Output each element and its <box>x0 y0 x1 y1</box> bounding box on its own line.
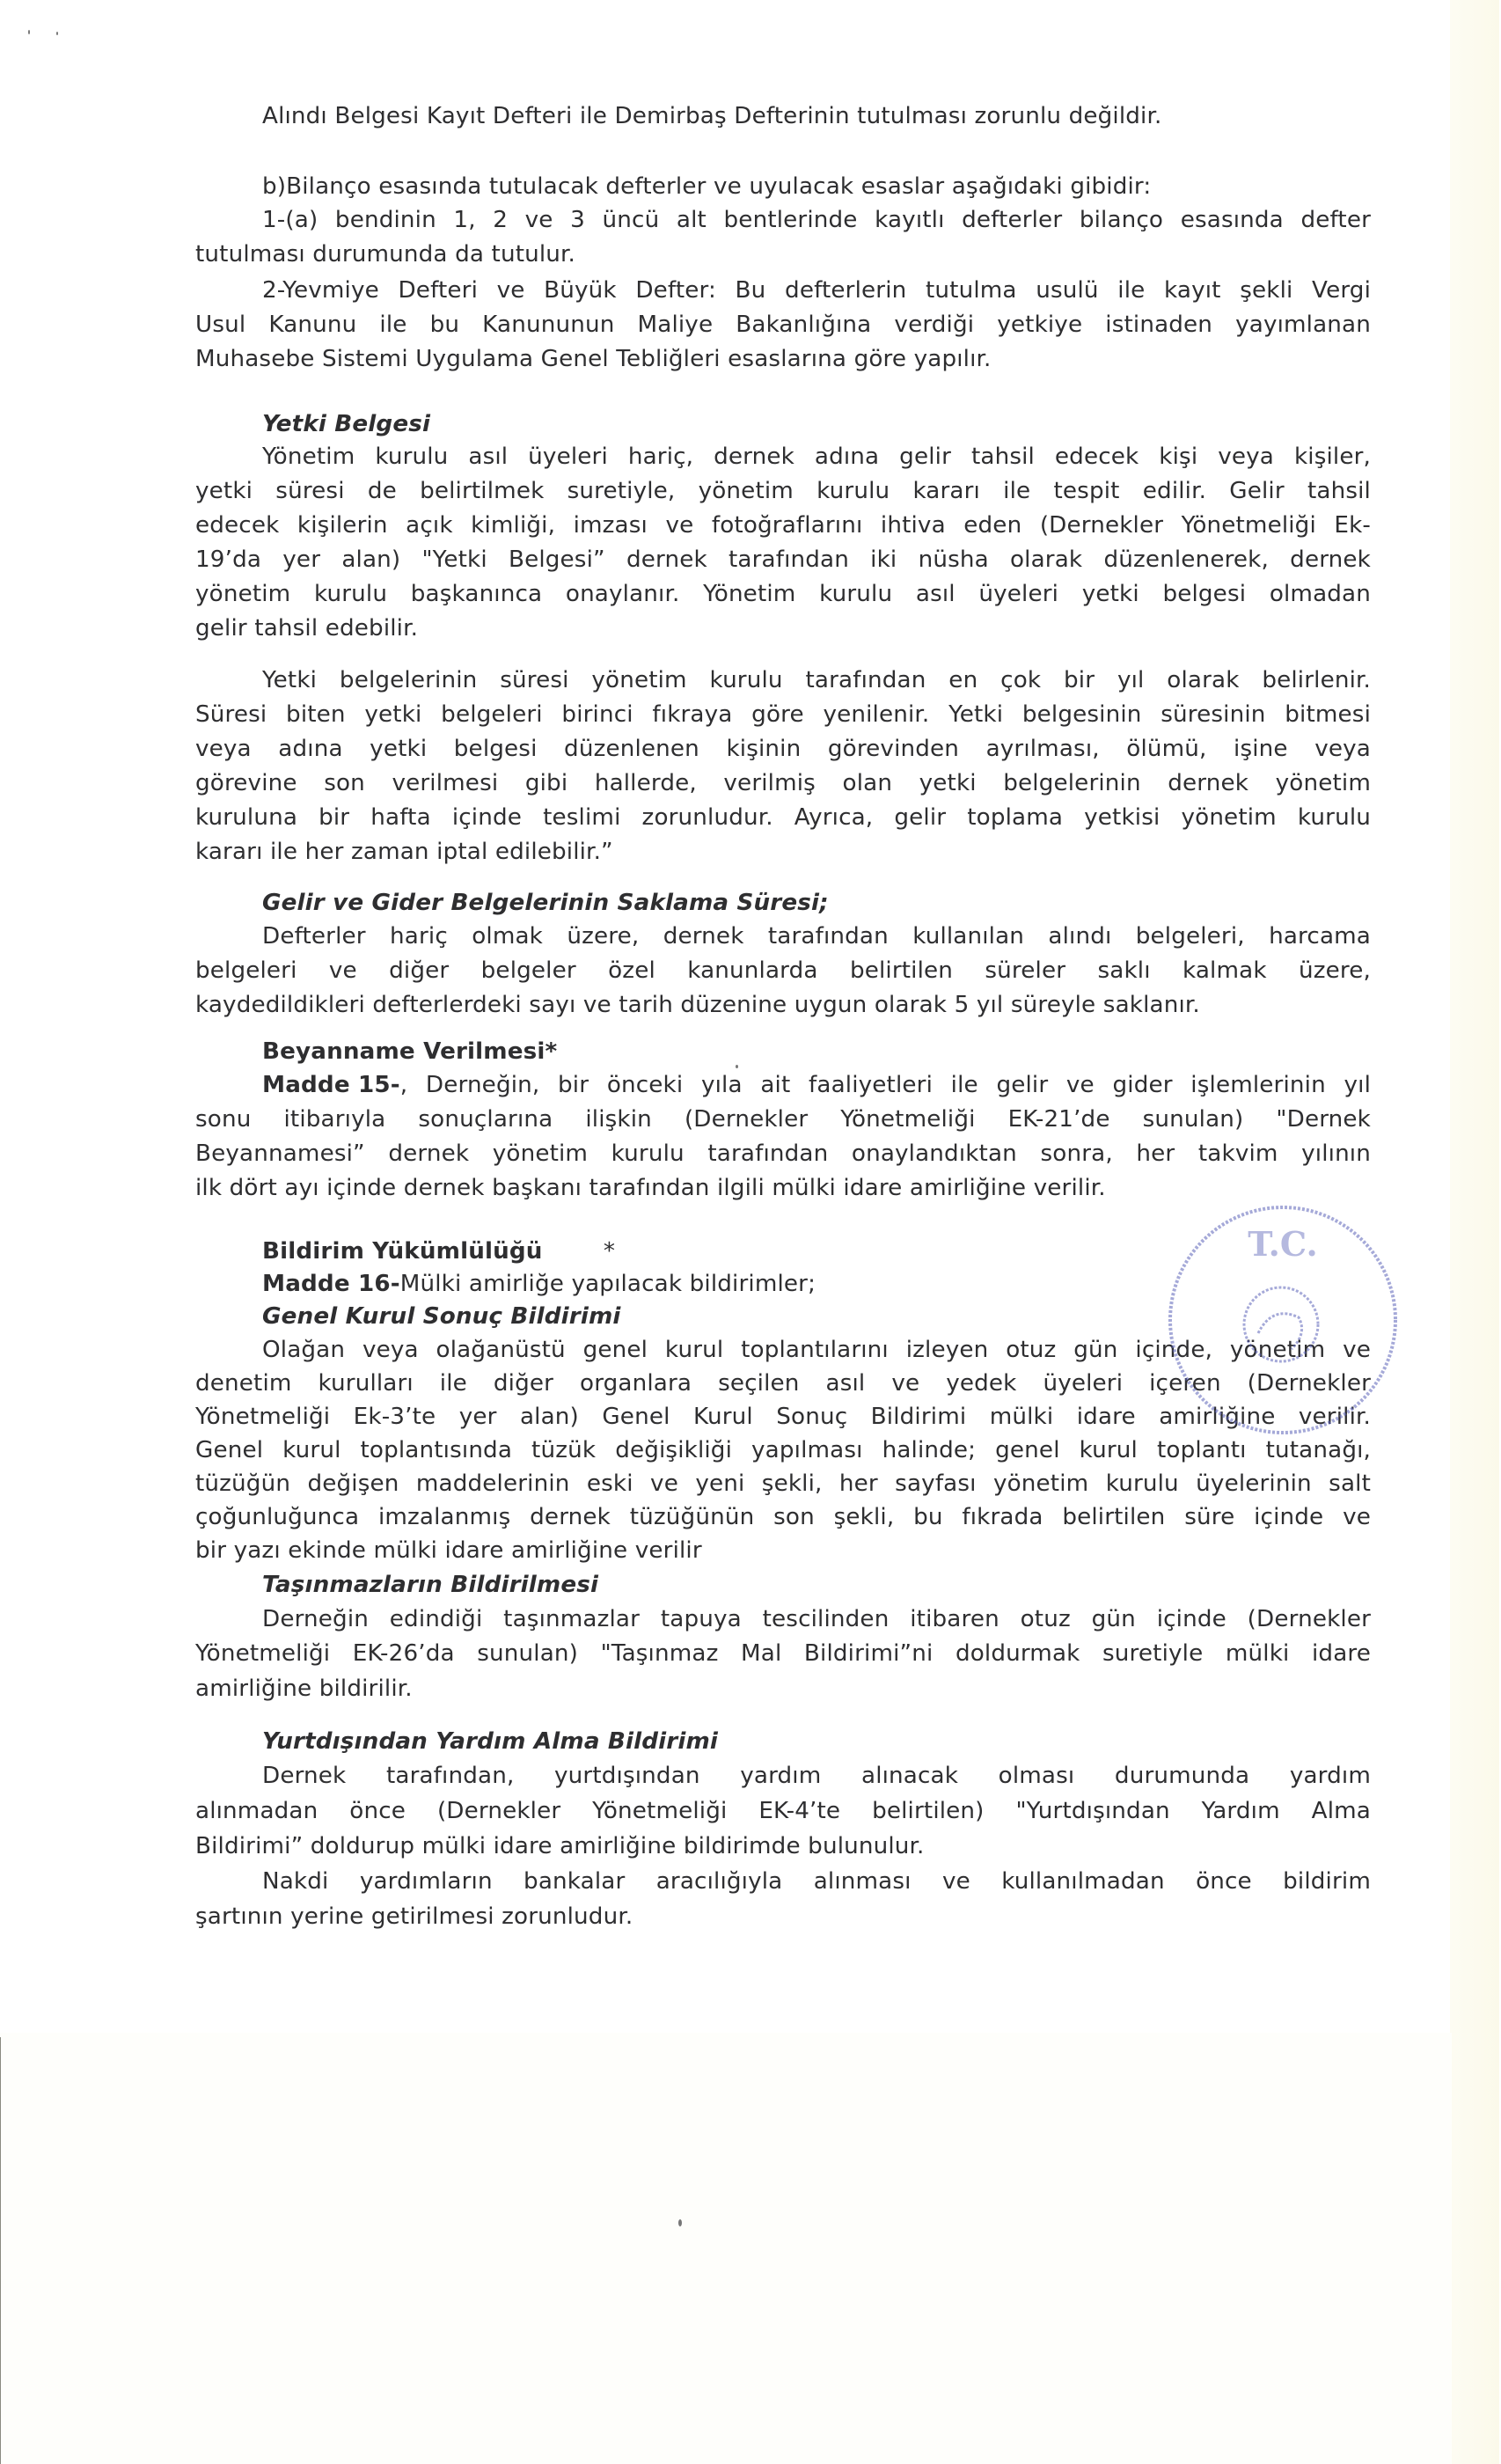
section-heading-beyanname: Beyanname Verilmesi* <box>262 1038 558 1065</box>
text-line: Dernek tarafından, yurtdışından yardım alınacak olması durumunda yardım <box>262 1763 1371 1789</box>
text-line: yönetim kurulu başkanınca onaylanır. Yönetim kurulu asıl üyeleri yetki belgesi olmadan <box>195 581 1371 607</box>
scan-speck <box>28 30 30 34</box>
scan-edge-strip <box>1450 0 1499 2464</box>
text-line: Yönetmeliği Ek-3’te yer alan) Genel Kurul Sonuç Bildirimi mülki idare amirliğine verilir. <box>195 1404 1371 1430</box>
text-line: Süresi biten yetki belgeleri birinci fıkraya göre yenilenir. Yetki belgesinin süresinin bitmesi <box>195 701 1371 728</box>
text-line: alınmadan önce (Dernekler Yönetmeliği EK-4’te belirtilen) "Yurtdışından Yardım Alma <box>195 1798 1371 1824</box>
section-heading-saklama-suresi: Gelir ve Gider Belgelerinin Saklama Süresi; <box>262 890 829 916</box>
article-16-line <box>262 1267 1371 1301</box>
text-line: Derneğin edindiği taşınmazlar tapuya tescilinden itibaren otuz gün içinde (Dernekler <box>262 1606 1371 1632</box>
text-line: Muhasebe Sistemi Uygulama Genel Tebliğleri esaslarına göre yapılır. <box>195 346 992 372</box>
scan-edge-line <box>0 2037 1 2464</box>
text-line: şartının yerine getirilmesi zorunludur. <box>195 1903 633 1930</box>
text-line: bir yazı ekinde mülki idare amirliğine verilir <box>195 1537 702 1564</box>
text-line: 2-Yevmiye Defteri ve Büyük Defter: Bu defterlerin tutulma usulü ile kayıt şekli Vergi <box>262 277 1371 304</box>
text-line: gelir tahsil edebilir. <box>195 615 419 642</box>
article-15-line <box>262 1068 1371 1102</box>
text-line: amirliğine bildirilir. <box>195 1676 413 1702</box>
scan-speck <box>56 32 58 35</box>
text-line: çoğunluğunca imzalanmış dernek tüzüğünün son şekli, bu fıkrada belirtilen süre içinde ve <box>195 1504 1371 1530</box>
text-line: tüzüğün değişen maddelerinin eski ve yeni şekli, her sayfası yönetim kurulu üyelerinin salt <box>195 1470 1371 1497</box>
text-line: tutulması durumunda da tutulur. <box>195 241 576 268</box>
article-label: Madde 16- <box>262 1271 400 1297</box>
text-line: Mülki amirliğe yapılacak bildirimler; <box>399 1271 816 1297</box>
subheading-genel-kurul: Genel Kurul Sonuç Bildirimi <box>262 1303 621 1330</box>
text-line: b)Bilanço esasında tutulacak defterler ve uyulacak esaslar aşağıdaki gibidir: <box>262 173 1152 200</box>
text-line: Usul Kanunu ile bu Kanununun Maliye Bakanlığına verdiği yetkiye istinaden yayımlanan <box>195 312 1371 338</box>
text-line: Bildirimi” doldurup mülki idare amirliğine bildirimde bulunulur. <box>195 1833 925 1859</box>
text-line: ilk dört ayı içinde dernek başkanı tarafından ilgili mülki idare amirliğine verilir. <box>195 1175 1106 1201</box>
article-label: Madde 15- <box>262 1072 400 1098</box>
asterisk-mark: * <box>603 1238 616 1265</box>
text-line: kararı ile her zaman iptal edilebilir.” <box>195 839 613 865</box>
text-line: kuruluna bir hafta içinde teslimi zorunludur. Ayrıca, gelir toplama yetkisi yönetim kurulu <box>195 804 1371 831</box>
text-line: görevine son verilmesi gibi hallerde, verilmiş olan yetki belgelerinin dernek yönetim <box>195 770 1371 796</box>
scan-speck <box>736 1065 738 1068</box>
text-line: Olağan veya olağanüstü genel kurul toplantılarını izleyen otuz gün içinde, yönetim ve <box>262 1337 1371 1363</box>
text-line: 19’da yer alan) "Yetki Belgesi” dernek tarafından iki nüsha olarak düzenlenerek, dernek <box>195 546 1371 573</box>
heading-text: Bildirim Yükümlülüğü <box>262 1238 543 1265</box>
text-line: Nakdi yardımların bankalar aracılığıyla alınması ve kullanılmadan önce bildirim <box>262 1868 1371 1895</box>
text-line: Beyannamesi” dernek yönetim kurulu tarafından onaylandıktan sonra, her takvim yılının <box>195 1140 1371 1167</box>
subheading-tasinmaz: Taşınmazların Bildirilmesi <box>262 1572 599 1598</box>
text-line: belgeleri ve diğer belgeler özel kanunlarda belirtilen süreler saklı kalmak üzere, <box>195 957 1371 984</box>
paper-tint <box>0 2033 1452 2464</box>
text-line: denetim kurulları ile diğer organlara seçilen asıl ve yedek üyeleri içeren (Dernekler <box>195 1370 1371 1397</box>
text-line: edecek kişilerin açık kimliği, imzası ve fotoğraflarını ihtiva eden (Dernekler Yönetmeliği Ek- <box>195 512 1371 539</box>
text-line: Yönetim kurulu asıl üyeleri hariç, dernek adına gelir tahsil edecek kişi veya kişiler, <box>262 444 1371 470</box>
section-heading-bildirim <box>262 1235 1371 1268</box>
text-line: sonu itibarıyla sonuçlarına ilişkin (Dernekler Yönetmeliği EK-21’de sunulan) "Dernek <box>195 1106 1371 1133</box>
text-line: Genel kurul toplantısında tüzük değişikliği yapılması halinde; genel kurul toplantı tutanağı, <box>195 1437 1371 1463</box>
text-line: kaydedildikleri defterlerdeki sayı ve tarih düzenine uygun olarak 5 yıl süreyle saklanır. <box>195 992 1200 1018</box>
text-line: , Derneğin, bir önceki yıla ait faaliyetleri ile gelir ve gider işlemlerinin yıl <box>399 1072 1371 1098</box>
text-line: yetki süresi de belirtilmek suretiyle, yönetim kurulu kararı ile tespit edilir. Gelir tahsil <box>195 478 1371 504</box>
subheading-yurtdisi-yardim: Yurtdışından Yardım Alma Bildirimi <box>262 1728 719 1755</box>
scan-speck <box>678 2219 682 2226</box>
text-line: 1-(a) bendinin 1, 2 ve 3 üncü alt bentlerinde kayıtlı defterler bilanço esasında defter <box>262 207 1371 233</box>
section-heading-yetki-belgesi: Yetki Belgesi <box>262 411 431 437</box>
text-line: Defterler hariç olmak üzere, dernek tarafından kullanılan alındı belgeleri, harcama <box>262 923 1371 950</box>
text-line: Yetki belgelerinin süresi yönetim kurulu tarafından en çok bir yıl olarak belirlenir. <box>262 667 1371 693</box>
text-line: Alındı Belgesi Kayıt Defteri ile Demirbaş Defterinin tutulması zorunlu değildir. <box>262 103 1162 129</box>
text-line: veya adına yetki belgesi düzenlenen kişinin görevinden ayrılması, ölümü, işine veya <box>195 736 1371 762</box>
stamp-text: T.C. <box>1248 1224 1318 1264</box>
text-line: Yönetmeliği EK-26’da sunulan) "Taşınmaz Mal Bildirimi”ni doldurmak suretiyle mülki idare <box>195 1640 1371 1667</box>
